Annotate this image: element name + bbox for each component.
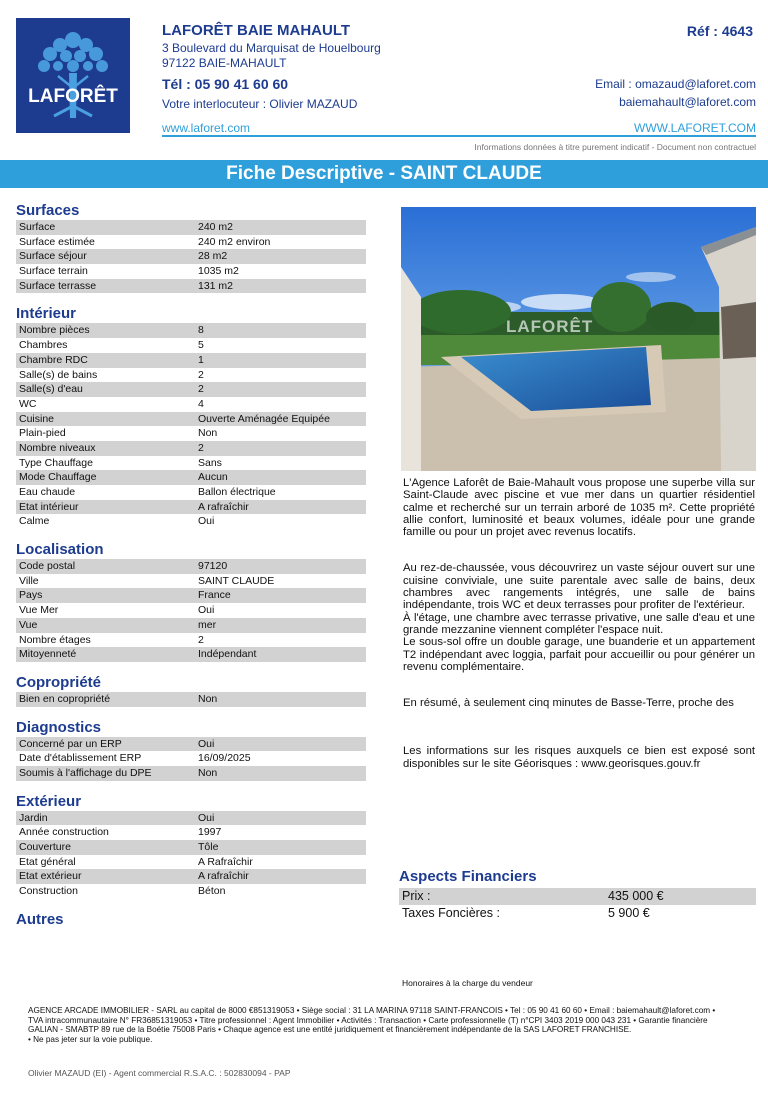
- tax-value: 5 900 €: [608, 906, 650, 920]
- table-row: [16, 485, 366, 500]
- row-value: A Rafraîchir: [198, 855, 253, 868]
- section-copropriete: [16, 674, 366, 707]
- honoraires-note: Honoraires à la charge du vendeur: [402, 978, 533, 988]
- row-label: Chambre RDC: [19, 353, 88, 366]
- row-label: Surface terrasse: [19, 279, 97, 292]
- section-surfaces: [16, 202, 366, 293]
- table-row: [16, 397, 366, 412]
- photo-watermark: LAFORÊT: [506, 317, 594, 336]
- row-value: Oui: [198, 811, 215, 824]
- row-label: Surface estimée: [19, 235, 95, 248]
- agency-address-line2: 97122 BAIE-MAHAULT: [162, 56, 287, 70]
- table-row: [16, 811, 366, 826]
- row-label: Type Chauffage: [19, 456, 93, 469]
- row-value: 240 m2 environ: [198, 235, 271, 248]
- row-value: 2: [198, 441, 204, 454]
- row-label: Calme: [19, 515, 50, 528]
- reference-number: Réf : 4643: [686, 23, 753, 39]
- property-description: [403, 477, 755, 769]
- row-value: 2: [198, 383, 204, 396]
- row-label: Surface séjour: [19, 250, 87, 263]
- row-value: 1035 m2: [198, 265, 239, 278]
- row-value: Béton: [198, 885, 226, 898]
- row-label: Code postal: [19, 560, 76, 573]
- row-value: Non: [198, 766, 218, 779]
- table-row: [16, 514, 366, 529]
- footer-legal-note: • Ne pas jeter sur la voie publique.: [28, 1034, 153, 1044]
- tax-label: Taxes Foncières :: [402, 906, 500, 920]
- row-value: Oui: [198, 737, 215, 750]
- section-autres: [16, 911, 366, 929]
- description-paragraph: L'Agence Laforêt de Baie-Mahault vous propose une superbe villa sur Saint-Claude avec piscine et vue mer dans un quartier résidentiel calme et recherché sur un terrain arboré de 1035 m². Cette propriété allie confort, luminosité et beaux volumes, idéale pour une grande famille ou pour un projet avec revenus locatifs.: [403, 477, 755, 539]
- description-paragraph: En résumé, à seulement cinq minutes de Basse-Terre, proche des: [403, 697, 734, 710]
- table-row: [16, 737, 366, 752]
- footer-legal: [28, 1006, 728, 1044]
- row-value: 131 m2: [198, 279, 234, 292]
- row-value: 1: [198, 353, 204, 366]
- row-value: 4: [198, 397, 204, 410]
- price-row: [399, 888, 756, 905]
- financial-title: Aspects Financiers: [399, 868, 537, 885]
- property-photo: [401, 207, 756, 471]
- row-label: Vue Mer: [19, 604, 59, 617]
- table-row: [16, 220, 366, 235]
- table-row: [16, 323, 366, 338]
- table-row: [16, 588, 366, 603]
- row-label: Année construction: [19, 826, 109, 839]
- agency-name: LAFORÊT BAIE MAHAULT: [162, 22, 351, 39]
- table-row: [16, 426, 366, 441]
- row-label: Couverture: [19, 841, 71, 853]
- row-label: WC: [19, 397, 37, 410]
- table-row: [16, 382, 366, 397]
- table-row: [16, 456, 366, 471]
- table-row: [16, 618, 366, 633]
- agency-address-line1: 3 Boulevard du Marquisat de Houelbourg: [162, 41, 381, 55]
- email-link-secondary[interactable]: baiemahault@laforet.com: [619, 95, 756, 109]
- section-title: Autres: [16, 910, 64, 928]
- row-value: Aucun: [198, 471, 228, 484]
- row-value: Tôle: [198, 841, 219, 853]
- row-value: Non: [198, 692, 218, 705]
- row-value: Ouverte Aménagée Equipée: [198, 412, 330, 425]
- row-label: Vue: [19, 618, 38, 631]
- description-paragraph: Les informations sur les risques auxquels ce bien est exposé sont disponibles sur le site Géorisques : www.georisques.gouv.fr: [403, 745, 755, 769]
- row-label: Soumis à l'affichage du DPE: [19, 766, 152, 779]
- table-row: [16, 353, 366, 368]
- table-row: [16, 647, 366, 662]
- financial-table: [399, 888, 756, 922]
- section-title: Diagnostics: [16, 718, 102, 736]
- table-row: [16, 264, 366, 279]
- row-label: Eau chaude: [19, 486, 76, 498]
- row-label: Chambres: [19, 339, 68, 352]
- row-label: Nombre étages: [19, 633, 91, 646]
- section-title: Surfaces: [16, 202, 80, 219]
- table-row: [16, 235, 366, 250]
- row-value: Indépendant: [198, 648, 257, 661]
- description-paragraph: Le sous-sol offre un double garage, une buanderie et un appartement T2 indépendant avec loggia, parfait pour accueillir ou pour générer un revenu complémentaire.: [403, 636, 755, 673]
- section-title: Copropriété: [16, 673, 102, 691]
- table-row: [16, 766, 366, 781]
- row-value: 2: [198, 368, 204, 381]
- row-value: Non: [198, 427, 218, 440]
- table-row: [16, 574, 366, 589]
- table-row: [16, 692, 366, 707]
- row-value: 97120: [198, 560, 228, 573]
- row-label: Nombre pièces: [19, 324, 90, 337]
- website-link-left[interactable]: www.laforet.com: [162, 121, 251, 135]
- row-value: mer: [198, 618, 217, 631]
- row-value: Sans: [198, 456, 222, 469]
- table-row: [16, 249, 366, 264]
- row-value: Oui: [198, 515, 215, 528]
- row-label: Etat extérieur: [19, 870, 82, 883]
- row-label: Etat général: [19, 855, 76, 868]
- row-value: France: [198, 589, 231, 602]
- table-row: [16, 869, 366, 884]
- website-link-right[interactable]: WWW.LAFORET.COM: [634, 121, 756, 135]
- table-row: [16, 500, 366, 515]
- row-value: 8: [198, 324, 204, 337]
- section-diagnostics: [16, 719, 366, 781]
- disclaimer: Informations données à titre purement indicatif - Document non contractuel: [474, 142, 756, 152]
- header-divider: [162, 135, 756, 137]
- table-row: [16, 825, 366, 840]
- row-value: 240 m2: [198, 221, 234, 233]
- row-label: Date d'établissement ERP: [19, 752, 142, 765]
- row-value: SAINT CLAUDE: [198, 574, 275, 587]
- section-localisation: [16, 541, 366, 662]
- table-row: [16, 470, 366, 485]
- row-label: Pays: [19, 589, 43, 602]
- row-label: Nombre niveaux: [19, 441, 96, 454]
- row-label: Etat intérieur: [19, 500, 79, 513]
- row-label: Mitoyenneté: [19, 648, 77, 661]
- table-row: [16, 751, 366, 766]
- row-label: Salle(s) d'eau: [19, 383, 83, 396]
- page-title-banner: Fiche Descriptive - SAINT CLAUDE: [0, 160, 768, 188]
- table-row: [16, 855, 366, 870]
- table-row: [16, 884, 366, 899]
- row-label: Ville: [19, 574, 39, 587]
- row-value: 1997: [198, 826, 222, 839]
- table-row: [16, 633, 366, 648]
- logo-text: LAFORÊT: [28, 86, 118, 107]
- section-title: Localisation: [16, 541, 104, 559]
- row-label: Surface terrain: [19, 265, 88, 278]
- description-paragraph: À l'étage, une chambre avec terrasse privative, une salle d'eau et une grande mezzanine viennent compléter l'espace nuit.: [403, 611, 755, 636]
- email-link[interactable]: Email : omazaud@laforet.com: [595, 77, 756, 91]
- table-row: [16, 603, 366, 618]
- section-title: Extérieur: [16, 792, 82, 810]
- agency-contact: Votre interlocuteur : Olivier MAZAUD: [162, 97, 358, 111]
- row-value: 2: [198, 633, 204, 646]
- row-value: 28 m2: [198, 250, 228, 263]
- row-label: Concerné par un ERP: [19, 737, 122, 750]
- row-value: A rafraîchir: [198, 870, 249, 883]
- laforet-logo: [16, 18, 130, 133]
- row-value: 5: [198, 339, 204, 352]
- table-row: [16, 279, 366, 294]
- row-label: Mode Chauffage: [19, 471, 97, 484]
- table-row: [16, 368, 366, 383]
- row-value: Ballon électrique: [198, 486, 276, 498]
- table-row: [16, 338, 366, 353]
- section-interieur: [16, 305, 366, 529]
- table-row: [16, 840, 366, 855]
- row-label: Jardin: [19, 811, 48, 824]
- price-value: 435 000 €: [608, 889, 664, 903]
- table-row: [16, 559, 366, 574]
- row-label: Salle(s) de bains: [19, 368, 98, 381]
- tax-row: [399, 905, 756, 922]
- price-label: Prix :: [402, 889, 431, 903]
- table-row: [16, 412, 366, 427]
- section-exterieur: [16, 793, 366, 899]
- row-value: Oui: [198, 604, 215, 617]
- row-label: Bien en copropriété: [19, 692, 111, 705]
- row-value: 16/09/2025: [198, 752, 251, 765]
- agency-phone[interactable]: Tél : 05 90 41 60 60: [162, 76, 289, 92]
- row-label: Surface: [19, 221, 56, 233]
- row-label: Cuisine: [19, 412, 55, 425]
- footer-agent: Olivier MAZAUD (EI) - Agent commercial R.S.A.C. : 502830094 - PAP: [28, 1068, 291, 1078]
- section-title: Intérieur: [16, 305, 77, 323]
- row-label: Plain-pied: [19, 427, 66, 440]
- table-row: [16, 441, 366, 456]
- footer-legal-text: AGENCE ARCADE IMMOBILIER - SARL au capital de 8000 €851319053 • Siège social : 31 LA MARINA 97118 SAINT-FRANCOIS • Tel : 05 90 41 60 60 • Email : baiemahault@laforet.com • TVA intracommunautaire N° FR36851319053 • Titre professionnel : Agent Immobilier • Activités : Transaction • Carte professionnelle (T) n°CPI 3403 2019 000 043 231 • Garantie financière GALIAN - SMABTP 89 rue de la Boétie 75008 Paris • Chaque agence est une entité juridiquement et financièrement indépendante de la SAS LAFORET FRANCHISE.: [28, 1006, 716, 1035]
- row-value: A rafraîchir: [198, 500, 249, 513]
- row-label: Construction: [19, 885, 78, 898]
- description-paragraph: Au rez-de-chaussée, vous découvrirez un vaste séjour ouvert sur une cuisine conviviale, une suite parentale avec salle de bains, deux chambres avec rangements intégrés, une salle de bains indépendante, trois WC et deux terrasses pour profiter de l'extérieur.: [403, 562, 755, 612]
- property-details: [16, 202, 366, 941]
